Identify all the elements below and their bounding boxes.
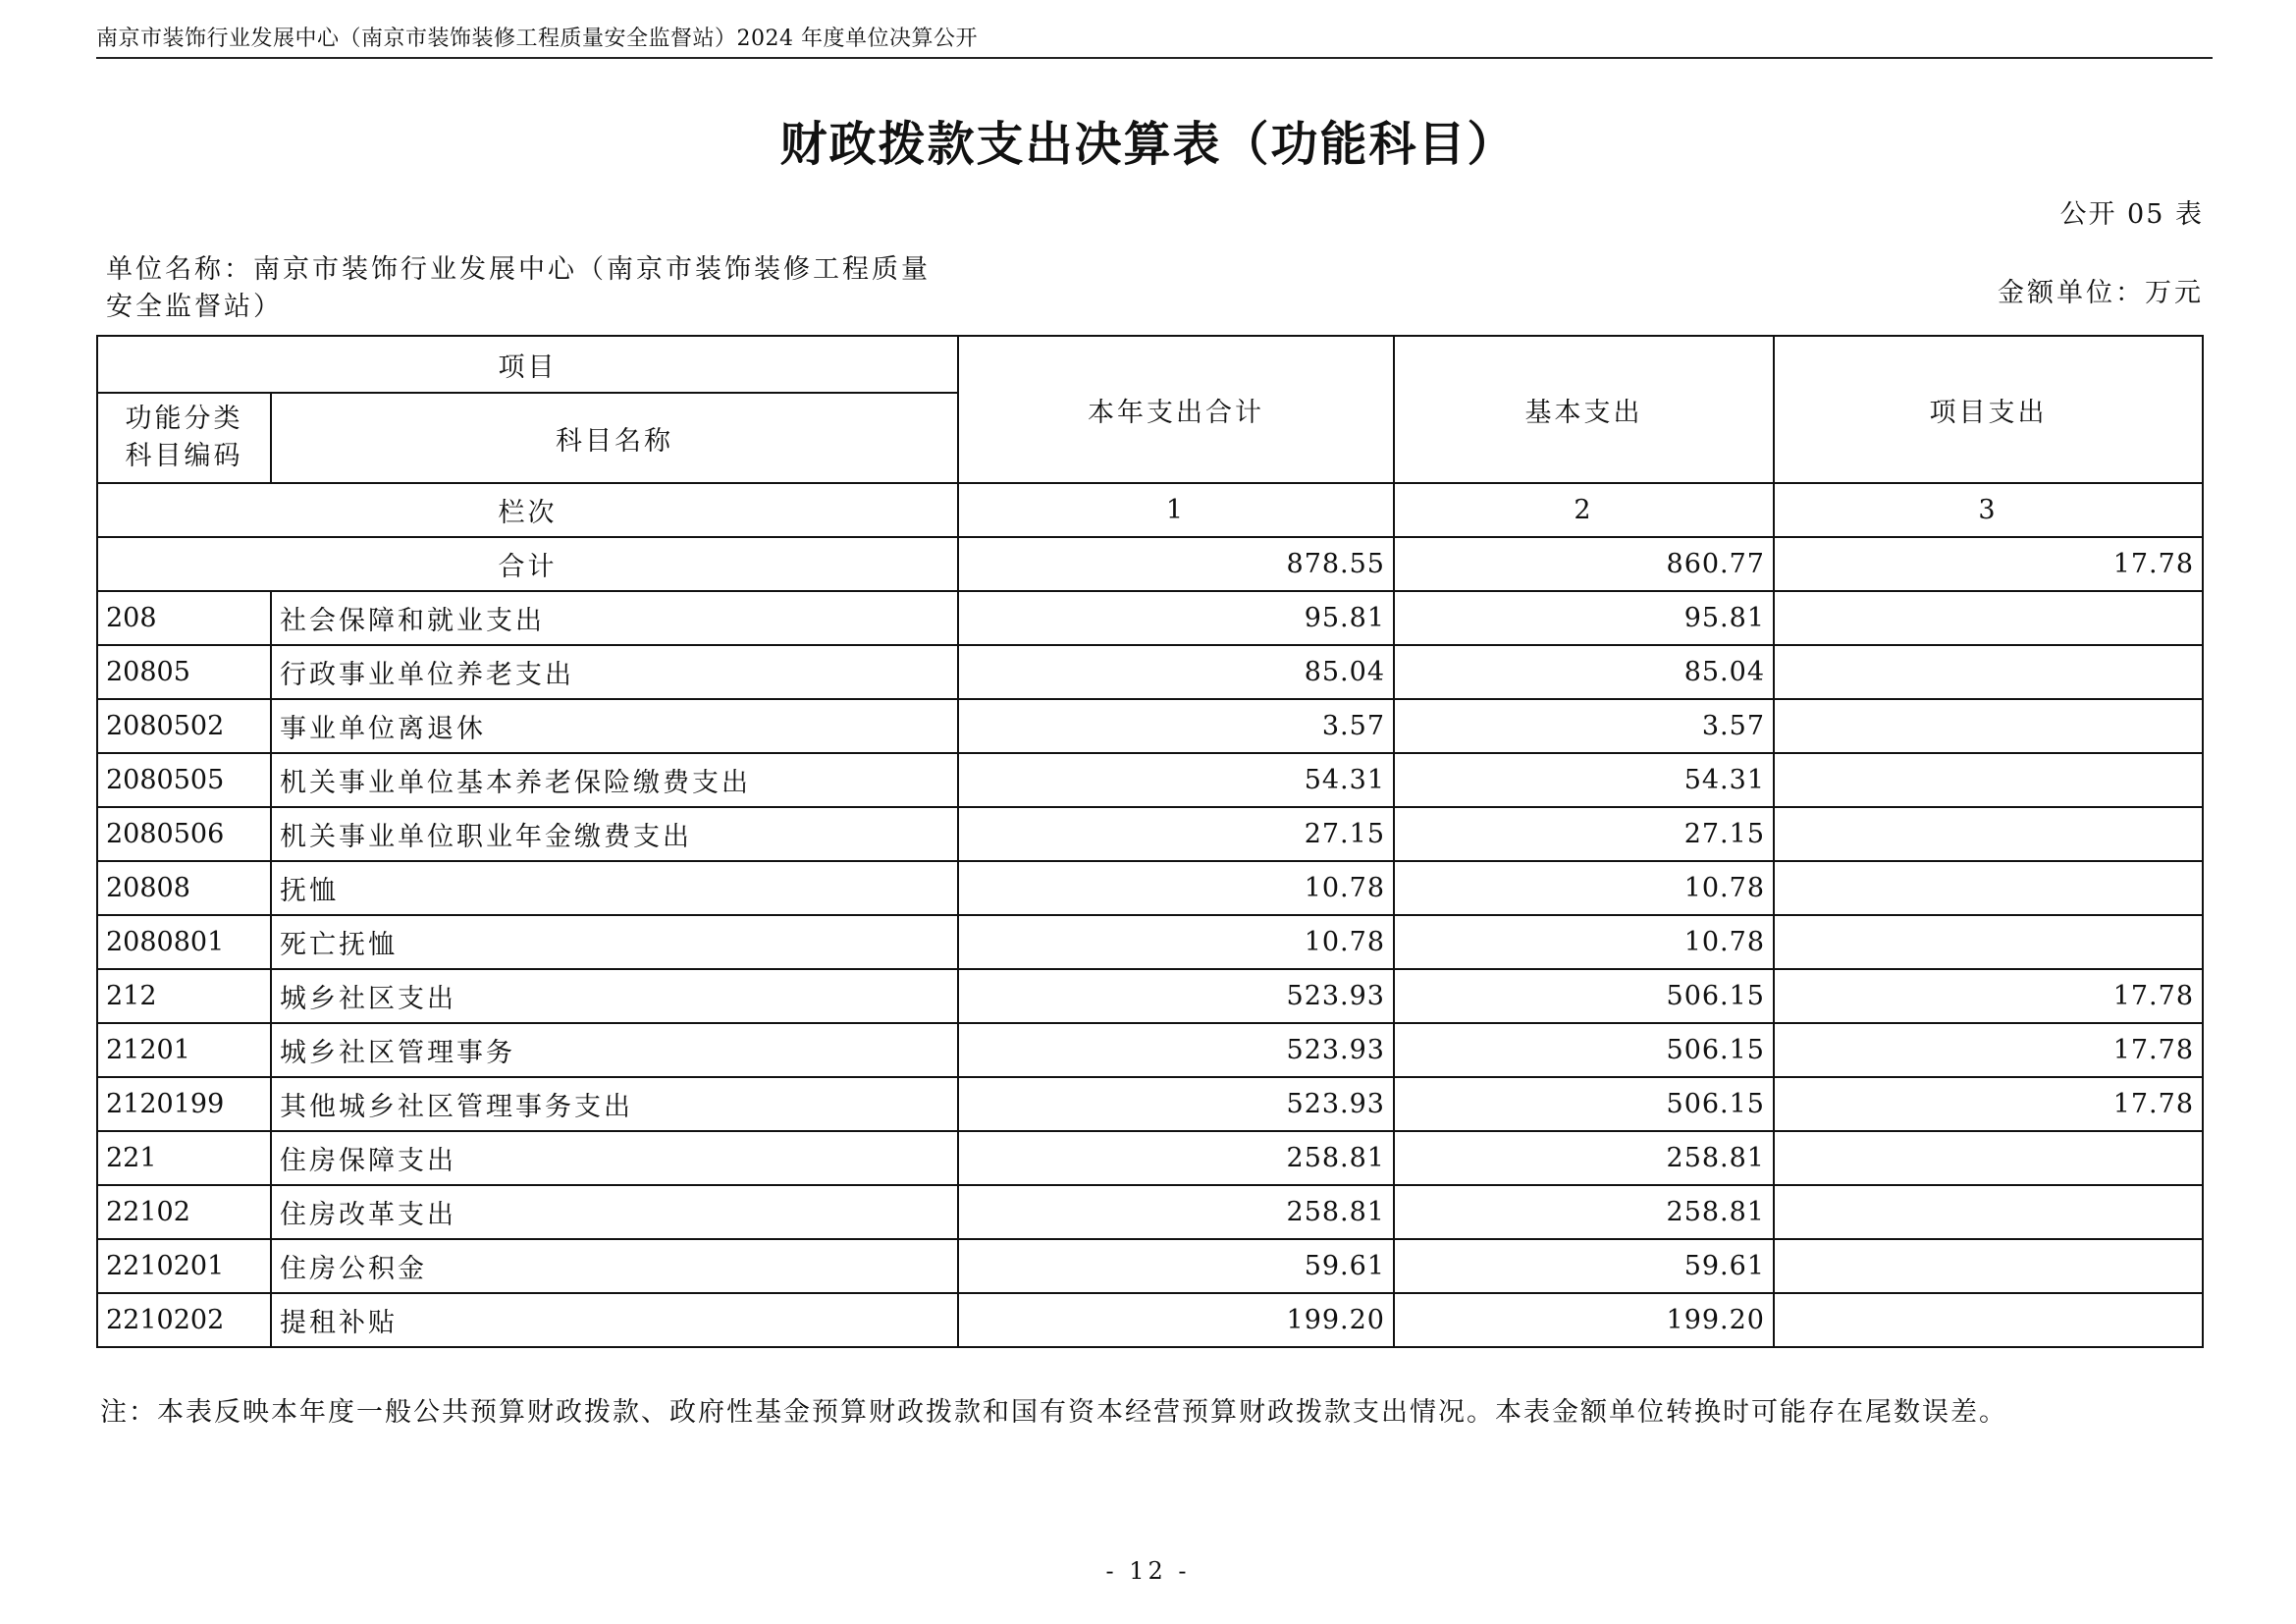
code-header xyxy=(97,393,271,483)
table-row xyxy=(97,807,2203,861)
table-row xyxy=(97,591,2203,645)
subject-name: 城乡社区支出 xyxy=(271,969,958,1023)
table-row xyxy=(97,699,2203,753)
sequence-label: 栏次 xyxy=(97,483,958,537)
total-row-project: 17.78 xyxy=(1774,537,2203,591)
basic-expenditure: 506.15 xyxy=(1394,1023,1774,1077)
table-body xyxy=(97,537,2203,1347)
project-expenditure xyxy=(1774,699,2203,753)
subject-name: 其他城乡社区管理事务支出 xyxy=(271,1077,958,1131)
amount-unit: 金额单位：万元 xyxy=(1998,278,2204,308)
project-expenditure xyxy=(1774,915,2203,969)
total-expenditure: 3.57 xyxy=(958,699,1394,753)
basic-expenditure: 54.31 xyxy=(1394,753,1774,807)
project-expenditure xyxy=(1774,861,2203,915)
subject-code: 212 xyxy=(97,969,271,1023)
table-row xyxy=(97,969,2203,1023)
basic-expenditure: 258.81 xyxy=(1394,1185,1774,1239)
table-row xyxy=(97,1293,2203,1347)
project-expenditure xyxy=(1774,1293,2203,1347)
subject-name: 行政事业单位养老支出 xyxy=(271,645,958,699)
basic-expenditure: 199.20 xyxy=(1394,1293,1774,1347)
subject-name: 机关事业单位基本养老保险缴费支出 xyxy=(271,753,958,807)
subject-name: 提租补贴 xyxy=(271,1293,958,1347)
total-row-basic: 860.77 xyxy=(1394,537,1774,591)
total-expenditure: 54.31 xyxy=(958,753,1394,807)
total-header: 本年支出合计 xyxy=(958,336,1394,483)
total-row xyxy=(97,537,2203,591)
basic-header: 基本支出 xyxy=(1394,336,1774,483)
unit-name xyxy=(106,251,989,326)
project-expenditure xyxy=(1774,807,2203,861)
basic-expenditure: 506.15 xyxy=(1394,969,1774,1023)
sequence-col-2: 2 xyxy=(1394,483,1774,537)
total-expenditure: 258.81 xyxy=(958,1185,1394,1239)
subject-code: 21201 xyxy=(97,1023,271,1077)
total-expenditure: 85.04 xyxy=(958,645,1394,699)
subject-code: 2080502 xyxy=(97,699,271,753)
total-expenditure: 523.93 xyxy=(958,1023,1394,1077)
total-expenditure: 199.20 xyxy=(958,1293,1394,1347)
total-row-total: 878.55 xyxy=(958,537,1394,591)
subject-code: 2080505 xyxy=(97,753,271,807)
total-expenditure: 95.81 xyxy=(958,591,1394,645)
table-row xyxy=(97,915,2203,969)
subject-name: 机关事业单位职业年金缴费支出 xyxy=(271,807,958,861)
subject-code: 2120199 xyxy=(97,1077,271,1131)
total-expenditure: 523.93 xyxy=(958,969,1394,1023)
subject-code: 20808 xyxy=(97,861,271,915)
form-code: 公开 05 表 xyxy=(2059,199,2204,230)
basic-expenditure: 27.15 xyxy=(1394,807,1774,861)
header-divider xyxy=(96,57,2213,59)
subject-name: 住房保障支出 xyxy=(271,1131,958,1185)
subject-name: 抚恤 xyxy=(271,861,958,915)
subject-name-header: 科目名称 xyxy=(271,393,958,483)
subject-code: 20805 xyxy=(97,645,271,699)
table-row xyxy=(97,645,2203,699)
subject-name: 住房公积金 xyxy=(271,1239,958,1293)
total-expenditure: 258.81 xyxy=(958,1131,1394,1185)
expenditure-table xyxy=(96,335,2204,1348)
project-expenditure: 17.78 xyxy=(1774,1077,2203,1131)
basic-expenditure: 3.57 xyxy=(1394,699,1774,753)
project-expenditure: 17.78 xyxy=(1774,969,2203,1023)
page-title: 财政拨款支出决算表（功能科目） xyxy=(779,117,1517,172)
table-row xyxy=(97,1185,2203,1239)
subject-name: 社会保障和就业支出 xyxy=(271,591,958,645)
project-expenditure: 17.78 xyxy=(1774,1023,2203,1077)
code-header-line-1: 功能分类 xyxy=(125,404,243,434)
basic-expenditure: 10.78 xyxy=(1394,915,1774,969)
subject-code: 208 xyxy=(97,591,271,645)
subject-code: 22102 xyxy=(97,1185,271,1239)
table-row xyxy=(97,1131,2203,1185)
total-expenditure: 27.15 xyxy=(958,807,1394,861)
table-row xyxy=(97,861,2203,915)
page-number: - 12 - xyxy=(1105,1557,1191,1585)
basic-expenditure: 506.15 xyxy=(1394,1077,1774,1131)
subject-name: 死亡抚恤 xyxy=(271,915,958,969)
sequence-col-3: 3 xyxy=(1774,483,2203,537)
subject-code: 221 xyxy=(97,1131,271,1185)
table-note: 注：本表反映本年度一般公共预算财政拨款、政府性基金预算财政拨款和国有资本经营预算财政拨款支出情况。本表金额单位转换时可能存在尾数误差。 xyxy=(100,1397,2007,1428)
subject-code: 2080506 xyxy=(97,807,271,861)
subject-name: 城乡社区管理事务 xyxy=(271,1023,958,1077)
basic-expenditure: 59.61 xyxy=(1394,1239,1774,1293)
basic-expenditure: 85.04 xyxy=(1394,645,1774,699)
subject-name: 住房改革支出 xyxy=(271,1185,958,1239)
unit-name-line-2: 安全监督站） xyxy=(106,292,283,322)
total-row-label: 合计 xyxy=(97,537,958,591)
table-row xyxy=(97,1023,2203,1077)
total-expenditure: 10.78 xyxy=(958,915,1394,969)
project-expenditure xyxy=(1774,753,2203,807)
unit-name-line-1: 单位名称：南京市装饰行业发展中心（南京市装饰装修工程质量 xyxy=(106,254,931,285)
project-expenditure xyxy=(1774,1131,2203,1185)
subject-code: 2210202 xyxy=(97,1293,271,1347)
running-header: 南京市装饰行业发展中心（南京市装饰装修工程质量安全监督站）2024 年度单位决算公开 xyxy=(96,27,978,51)
subject-name: 事业单位离退休 xyxy=(271,699,958,753)
project-expenditure xyxy=(1774,1185,2203,1239)
subject-code: 2210201 xyxy=(97,1239,271,1293)
item-header: 项目 xyxy=(97,336,958,393)
project-expenditure xyxy=(1774,1239,2203,1293)
total-expenditure: 523.93 xyxy=(958,1077,1394,1131)
total-expenditure: 10.78 xyxy=(958,861,1394,915)
basic-expenditure: 10.78 xyxy=(1394,861,1774,915)
project-expenditure xyxy=(1774,591,2203,645)
project-header: 项目支出 xyxy=(1774,336,2203,483)
subject-code: 2080801 xyxy=(97,915,271,969)
total-expenditure: 59.61 xyxy=(958,1239,1394,1293)
code-header-line-2: 科目编码 xyxy=(125,441,243,471)
table-row xyxy=(97,1077,2203,1131)
basic-expenditure: 258.81 xyxy=(1394,1131,1774,1185)
project-expenditure xyxy=(1774,645,2203,699)
sequence-col-1: 1 xyxy=(958,483,1394,537)
table-row xyxy=(97,753,2203,807)
basic-expenditure: 95.81 xyxy=(1394,591,1774,645)
table-row xyxy=(97,1239,2203,1293)
